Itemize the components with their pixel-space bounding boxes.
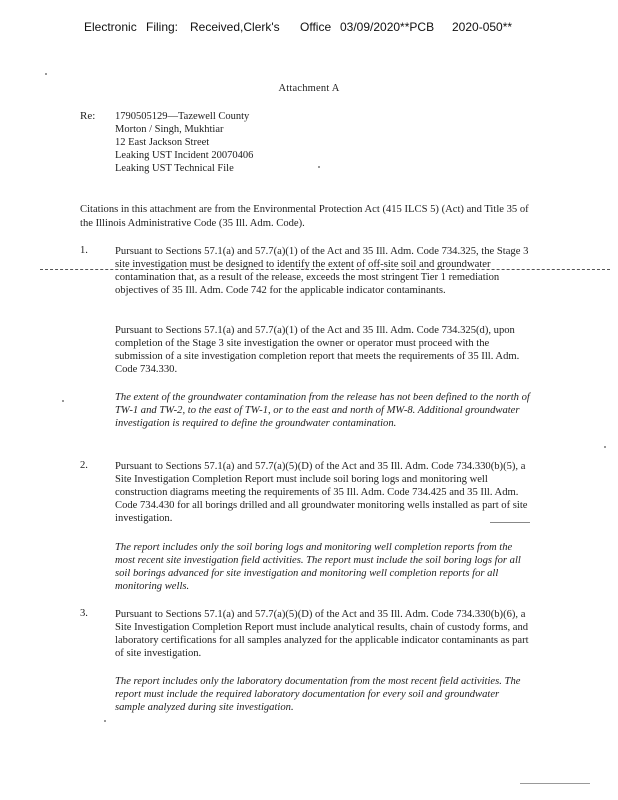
re-block xyxy=(115,110,253,175)
header-electronic: Electronic xyxy=(84,20,137,34)
scan-artifact xyxy=(490,522,530,523)
attachment-title: Attachment A xyxy=(278,83,340,94)
item-number: 2. xyxy=(80,460,88,471)
scan-speck xyxy=(62,400,64,402)
scan-speck xyxy=(604,446,606,448)
re-label: Re: xyxy=(80,110,96,122)
header-office: Office xyxy=(300,20,332,34)
scan-artifact xyxy=(520,783,590,784)
scan-strike-line xyxy=(40,269,610,270)
header-received: Received,Clerk's xyxy=(190,20,280,34)
header-docket: 2020-050** xyxy=(452,20,513,34)
item-2-finding: The report includes only the soil boring logs and monitoring well completion reports from the most recent site investigation field activities. The report must include the soil boring logs for all soil borings advanced for site investigation and monitoring well completion reports for all monitoring wells. xyxy=(115,542,521,592)
scan-speck xyxy=(45,73,47,75)
item-number: 3. xyxy=(80,608,88,619)
re-line: 12 East Jackson Street xyxy=(115,137,210,148)
item-1-requirement: Pursuant to Sections 57.1(a) and 57.7(a)(1) of the Act and 35 Ill. Adm. Code 734.325, the Stage 3 site investigation must be designed to identify the extent of off-site soil and groundwater contamination that, as a result of the release, exceeds the most stringent Tier 1 remediation objectives of 35 Ill. Adm. Code 742 for the applicable indicator contaminants. xyxy=(115,246,529,296)
re-line: Morton / Singh, Mukhtiar xyxy=(115,124,224,135)
re-line: Leaking UST Technical File xyxy=(115,163,234,174)
re-line: Leaking UST Incident 20070406 xyxy=(115,150,254,161)
item-number: 1. xyxy=(80,245,88,256)
citation-intro: Citations in this attachment are from the Environmental Protection Act (415 ILCS 5) (Act) and Title 35 of the Illinois Administrative Code (35 Ill. Adm. Code). xyxy=(80,204,529,229)
header-date: 03/09/2020**PCB xyxy=(340,20,435,34)
item-3-requirement: Pursuant to Sections 57.1(a) and 57.7(a)(5)(D) of the Act and 35 Ill. Adm. Code 734.330(b)(6), a Site Investigation Completion Report must include analytical results, chain of custody forms, and laboratory certifications for all samples analyzed for the applicable indicator contaminants as part of site investigation. xyxy=(115,609,529,659)
scan-speck xyxy=(318,166,320,168)
item-3-finding: The report includes only the laboratory documentation from the most recent field activities. The report must include the required laboratory documentation for every soil and groundwater sample analyzed during site investigation. xyxy=(115,676,521,713)
item-1-finding: The extent of the groundwater contamination from the release has not been defined to the north of TW-1 and TW-2, to the east of TW-1, or to the east and north of MW-8. Additional groundwater investigation is required to define the groundwater contamination. xyxy=(115,392,530,429)
item-1-completion-requirement: Pursuant to Sections 57.1(a) and 57.7(a)(1) of the Act and 35 Ill. Adm. Code 734.325(d), upon completion of the Stage 3 site investigation the owner or operator must proceed with the submission of a site investigation completion report that meets the requirements of 35 Ill. Adm. Code 734.330. xyxy=(115,325,520,375)
header-filing: Filing: xyxy=(146,20,179,34)
re-line: 1790505129—Tazewell County xyxy=(115,111,250,122)
scan-speck xyxy=(104,720,106,722)
item-2-requirement: Pursuant to Sections 57.1(a) and 57.7(a)(5)(D) of the Act and 35 Ill. Adm. Code 734.330(b)(5), a Site Investigation Completion Report must include soil boring logs and monitoring well construction diagrams meeting the requirements of 35 Ill. Adm. Code 734.425 and 35 Ill. Adm. Code 734.430 for all borings drilled and all groundwater monitoring wells installed as part of site investigation. xyxy=(115,461,528,524)
